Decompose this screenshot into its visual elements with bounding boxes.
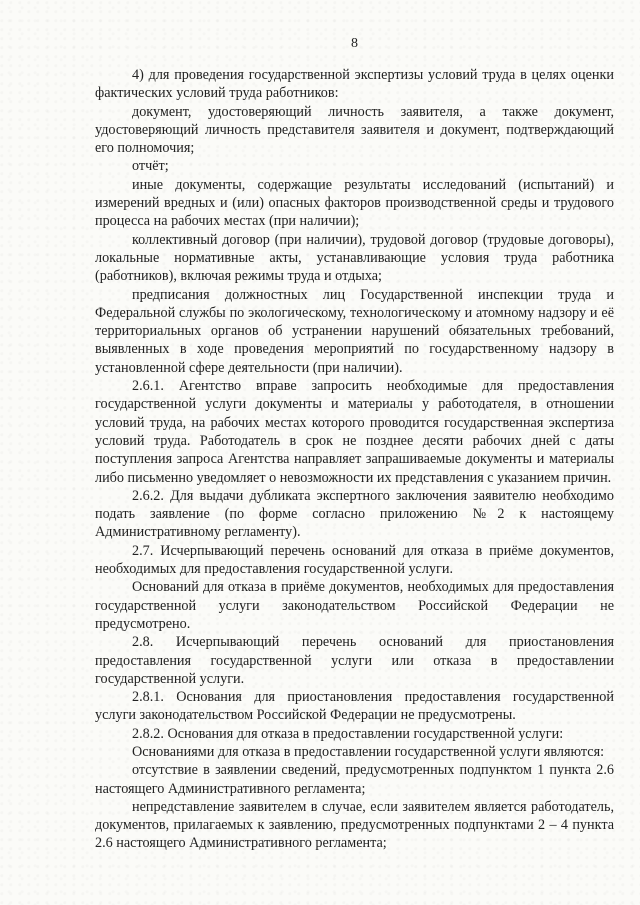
paragraph: 2.8. Исчерпывающий перечень оснований для приостановления предоставления государственной услуги или отказа в предоставлении государственной услуги. [95,634,614,687]
paragraph: Основаниями для отказа в предоставлении государственной услуги являются: [132,743,605,760]
paragraph: 2.6.2. Для выдачи дубликата экспертного заключения заявителю необходимо подать заявление (по форме согласно приложению №2 к настоящему Административному регламенту). [95,487,614,541]
paragraph: Оснований для отказа в приёме документов, необходимых для предоставления государственной услуги законодательством Российской Федерации не предусмотрено. [95,579,614,632]
paragraph: 4) для проведения государственной экспертизы условий труда в целях оценки фактических условий труда работников: [95,67,614,102]
document-body [95,66,614,853]
page-number: 8 [351,36,358,51]
paragraph: 2.8.2. Основания для отказа в предоставлении государственной услуги: [132,725,564,742]
paragraph: отсутствие в заявлении сведений, предусмотренных подпунктом 1 пункта 2.6 настоящего Административного регламента; [95,762,614,797]
paragraph: документ, удостоверяющий личность заявителя, а также документ, удостоверяющий личность представителя заявителя и документ, подтверждающий его полномочия; [95,103,614,157]
paragraph: коллективный договор (при наличии), трудовой договор (трудовые договоры), локальные нормативные акты, устанавливающие условия труда работника (работников), включая режимы труда и отдыха; [95,231,614,285]
paragraph: 2.8.1. Основания для приостановления предоставления государственной услуги законодательством Российской Федерации не предусмотрены. [95,689,614,724]
paragraph: непредставление заявителем в случае, если заявителем является работодатель, документов, прилагаемых к заявлению, предусмотренных подпунктами 2 – 4 пункта 2.6 настоящего Административного регламента; [95,798,614,852]
paragraph: отчёт; [132,158,169,175]
paragraph: 2.7. Исчерпывающий перечень оснований для отказа в приёме документов, необходимых для предоставления государственной услуги. [95,542,614,578]
paragraph: предписания должностных лиц Государственной инспекции труда и Федеральной службы по экологическому, технологическому и атомному надзору и её территориальных органов об устранении нарушений обязательных требований, выявленных в ходе проведения мероприятий по государственному надзору в установленной сфере деятельности (при наличии). [95,286,614,376]
paragraph: иные документы, содержащие результаты исследований (испытаний) и измерений вредных и (или) опасных факторов производственной среды и трудового процесса на рабочих местах (при наличии); [95,176,614,230]
paragraph: 2.6.1. Агентство вправе запросить необходимые для предоставления государственной услуги документы и материалы у работодателя, в отношении условий труда, на рабочих местах которого проводится государственная экспертиза условий труда. Работодатель в срок не позднее десяти рабочих дней с даты поступления запроса Агентства направляет запрашиваемые документы и материалы либо письменно уведомляет о невозможности их представления с указанием причин. [95,378,614,486]
